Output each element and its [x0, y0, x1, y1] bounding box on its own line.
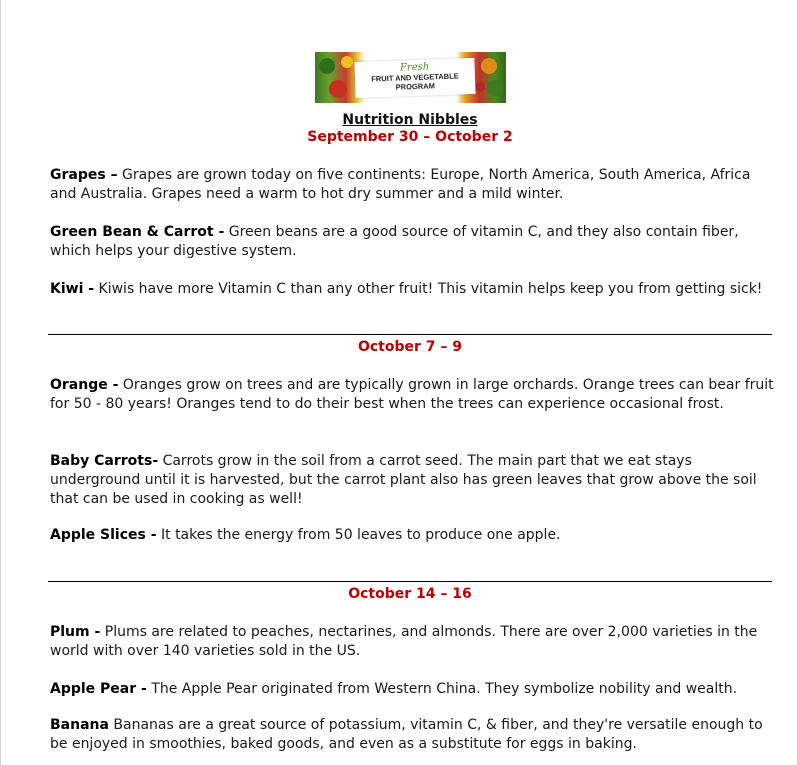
list-item — [50, 526, 780, 545]
item-name: Grapes – — [50, 167, 118, 183]
list-item — [50, 223, 780, 261]
item-name: Green Bean & Carrot - — [50, 224, 225, 240]
produce-graphic — [481, 58, 497, 74]
list-item — [50, 680, 780, 699]
section-divider — [48, 581, 772, 582]
section-date: October 14 – 16 — [348, 586, 472, 602]
produce-graphic — [475, 82, 485, 92]
fresh-fruit-vegetable-program-logo — [315, 52, 506, 103]
item-name: Kiwi - — [50, 281, 95, 297]
list-item — [50, 166, 780, 204]
item-name: Banana — [50, 717, 109, 733]
list-item — [50, 452, 780, 509]
list-item — [50, 716, 780, 754]
list-item — [50, 623, 780, 661]
item-name: Baby Carrots- — [50, 453, 159, 469]
logo-script-text: Fresh — [399, 61, 430, 74]
item-name: Orange - — [50, 377, 119, 393]
item-name: Apple Slices - — [50, 527, 157, 543]
item-text: Grapes are grown today on five continents: Europe, North America, South America, Africa and Australia. Grapes need a warm to hot dry summer and a mild winter. — [50, 167, 751, 202]
produce-graphic — [341, 56, 353, 68]
list-item — [50, 280, 780, 299]
item-text: The Apple Pear originated from Western China. They symbolize nobility and wealth. — [146, 681, 738, 697]
item-name: Apple Pear - — [50, 681, 147, 697]
section-divider — [48, 334, 772, 335]
section-date: October 7 – 9 — [357, 339, 463, 355]
logo-program-text: FRUIT AND VEGETABLE PROGRAM — [371, 71, 459, 92]
item-text: Carrots grow in the soil from a carrot seed. The main part that we eat stays underground until it is harvested, but the carrot plant also has green leaves that grow above the soil that can be used in cooking as well! — [50, 453, 757, 507]
item-text: Plums are related to peaches, nectarines, and almonds. There are over 2,000 varieties in the world with over 140 varieties sold in the US. — [50, 624, 758, 659]
item-text: Oranges grow on trees and are typically grown in large orchards. Orange trees can bear fruit for 50 - 80 years! Oranges tend to do their best when the trees can experience occasional frost. — [50, 377, 774, 412]
item-name: Plum - — [50, 624, 101, 640]
produce-graphic — [319, 58, 335, 74]
page-title: Nutrition Nibbles — [342, 112, 478, 128]
list-item — [50, 376, 780, 414]
item-text: It takes the energy from 50 leaves to produce one apple. — [156, 527, 561, 543]
section-date: September 30 – October 2 — [307, 129, 513, 145]
produce-graphic — [487, 80, 503, 96]
item-text: Green beans are a good source of vitamin C, and they also contain fiber, which helps your digestive system. — [50, 224, 739, 259]
logo-card — [354, 58, 475, 98]
item-text: Bananas are a great source of potassium, vitamin C, & fiber, and they're versatile enough to be enjoyed in smoothies, baked goods, and even as a substitute for eggs in baking. — [50, 717, 763, 752]
produce-graphic — [329, 80, 347, 98]
item-text: Kiwis have more Vitamin C than any other fruit! This vitamin helps keep you from getting sick! — [94, 281, 763, 297]
